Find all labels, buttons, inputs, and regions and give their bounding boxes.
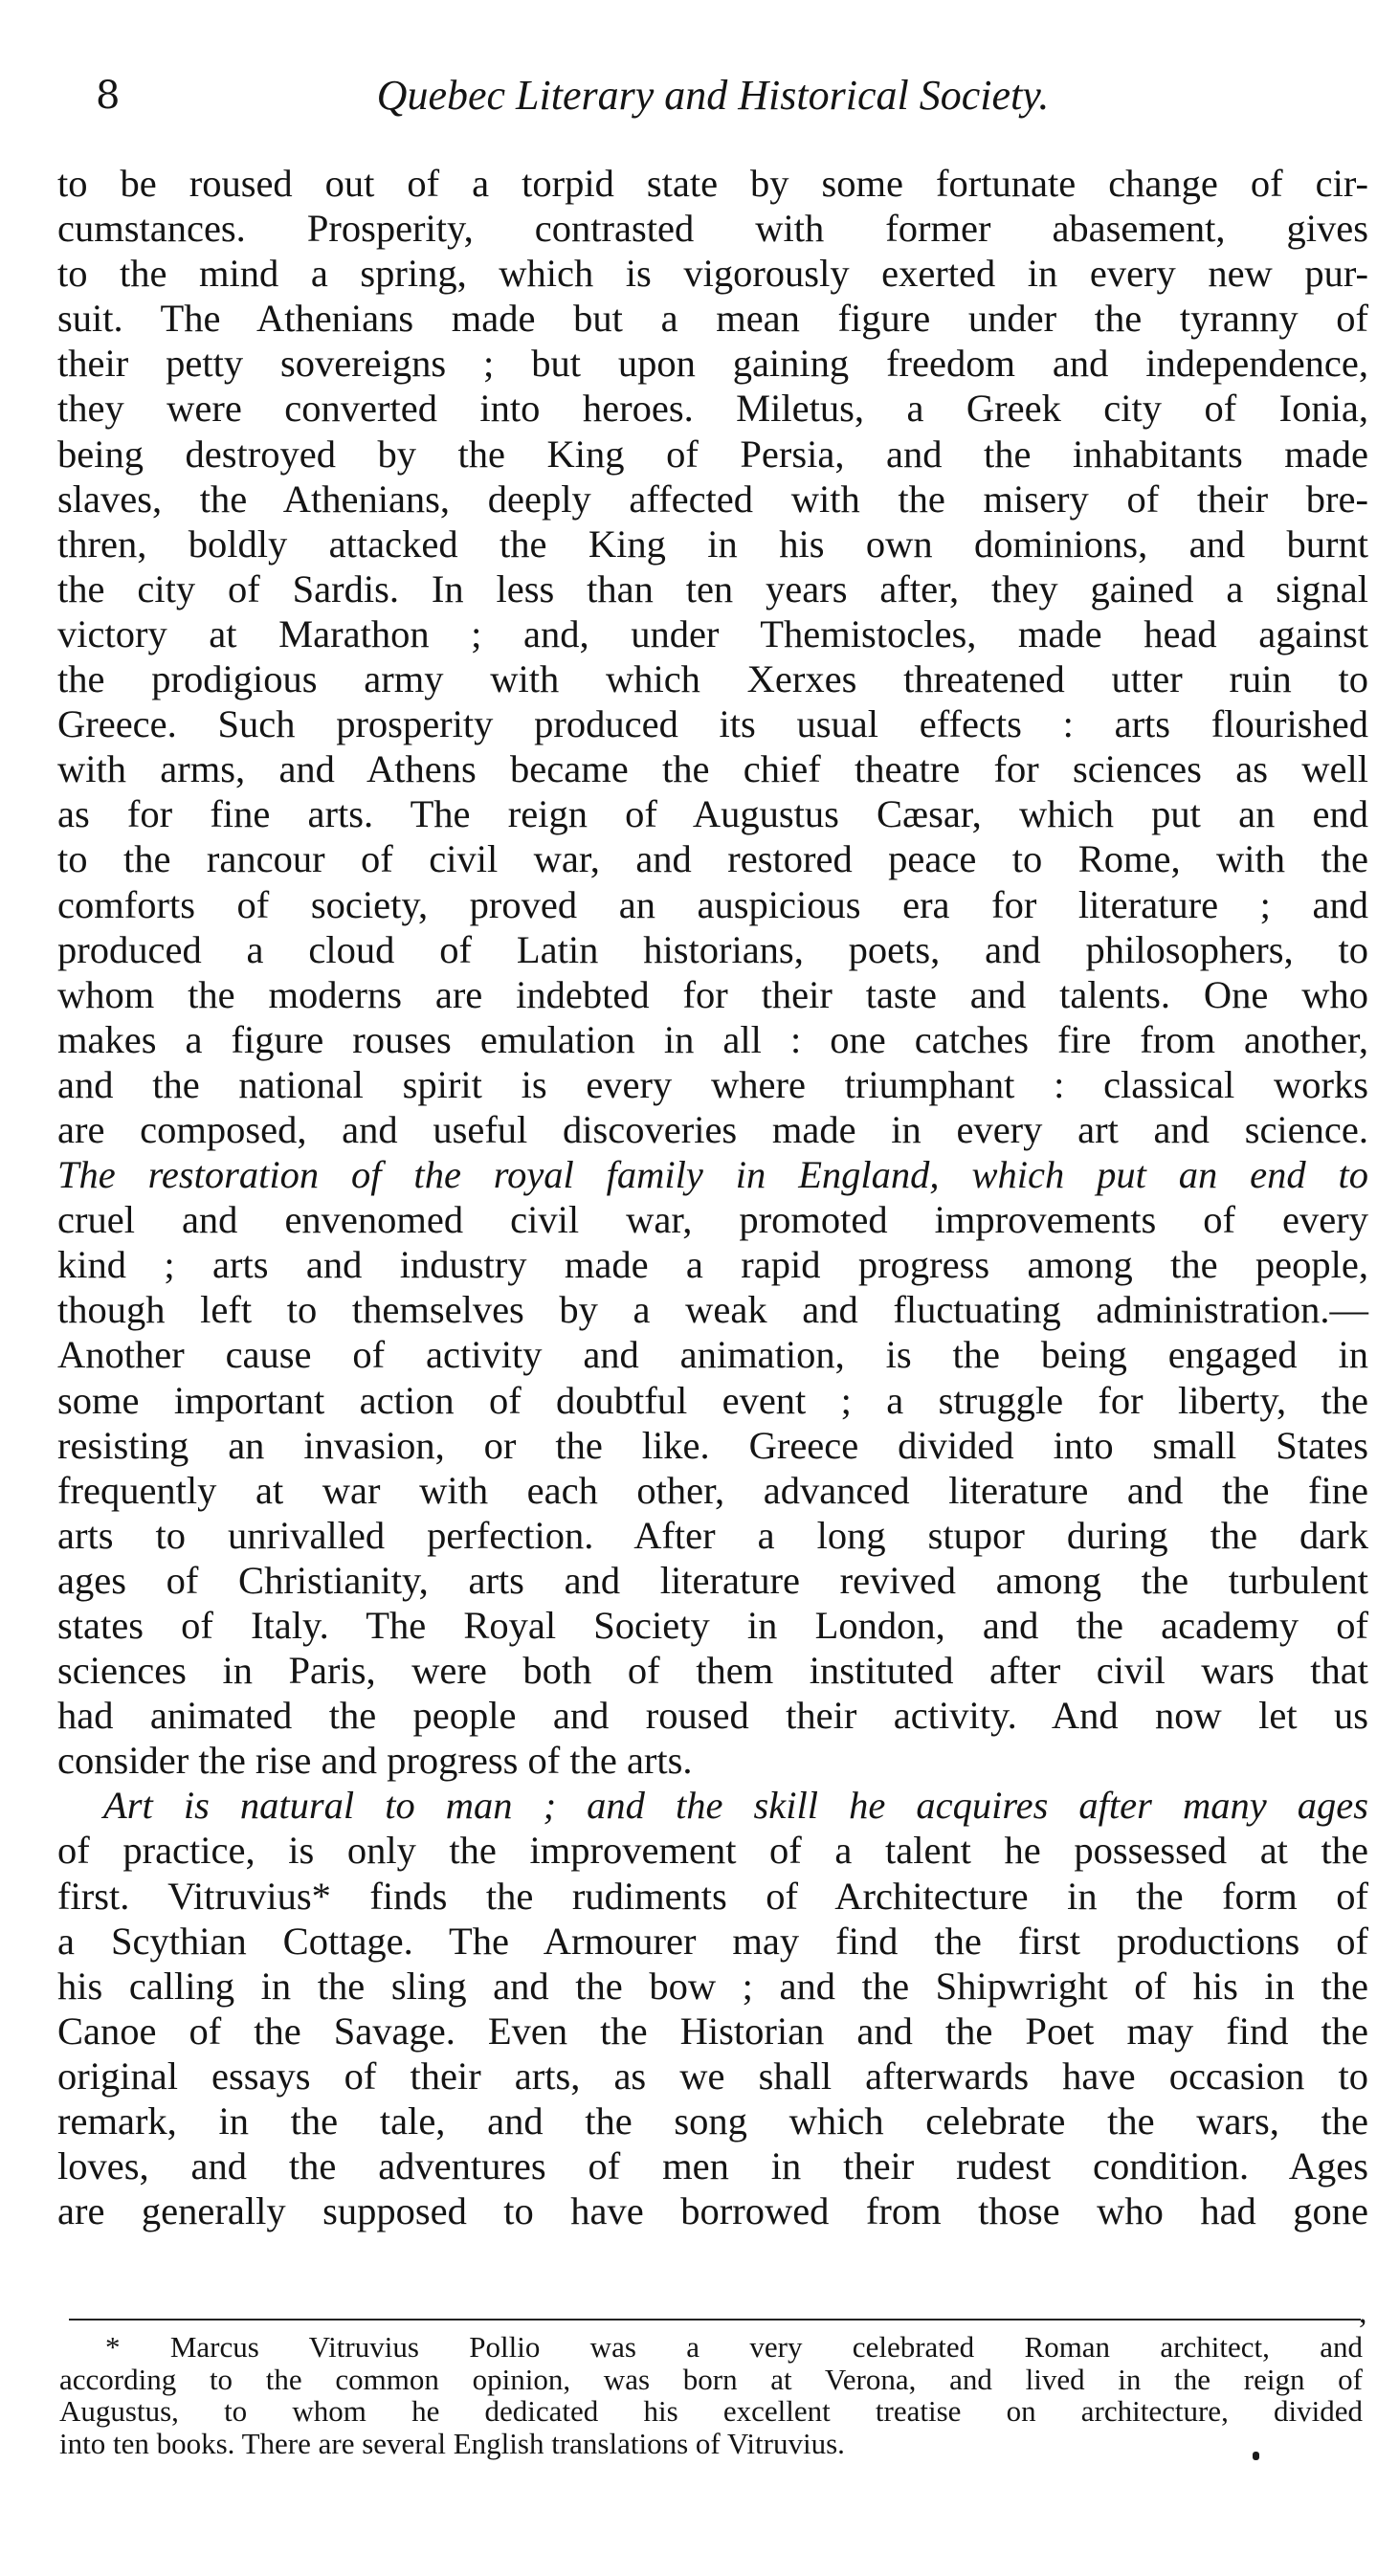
text-line: the city of Sardis. In less than ten years after, they gained a signal	[57, 566, 1368, 611]
footnote-line: Augustus, to whom he dedicated his excellent treatise on architecture, divided	[59, 2394, 1363, 2428]
text-line: though left to themselves by a weak and fluctuating administration.—	[57, 1288, 1368, 1332]
text-line: being destroyed by the King of Persia, and the inhabitants made	[57, 432, 1368, 476]
paragraph-end-line: consider the rise and progress of the arts.	[57, 1739, 693, 1783]
footnote-rule	[69, 2319, 1361, 2321]
text-line: ages of Christianity, arts and literature revived among the turbulent	[57, 1558, 1368, 1602]
text-line: remark, in the tale, and the song which celebrate the wars, the	[57, 2099, 1368, 2143]
text-line: a Scythian Cottage. The Armourer may find the first productions of	[57, 1919, 1368, 1963]
text-line: arts to unrivalled perfection. After a long stupor during the dark	[57, 1513, 1368, 1557]
text-line: makes a figure rouses emulation in all : one catches fire from another,	[57, 1017, 1368, 1061]
text-line: are composed, and useful discoveries made in every art and science.	[57, 1107, 1368, 1151]
text-line: cumstances. Prosperity, contrasted with former abasement, gives	[57, 207, 1368, 251]
text-line: kind ; arts and industry made a rapid progress among the people,	[57, 1243, 1368, 1287]
text-line: whom the moderns are indebted for their taste and talents. One who	[57, 972, 1368, 1016]
text-line: Another cause of activity and animation, is the being engaged in	[57, 1333, 1368, 1377]
text-line: the prodigious army with which Xerxes threatened utter ruin to	[57, 657, 1368, 701]
text-line: victory at Marathon ; and, under Themistocles, made head against	[57, 611, 1368, 655]
text-line: are generally supposed to have borrowed from those who had gone	[57, 2189, 1368, 2233]
text-line: as for fine arts. The reign of Augustus Cæsar, which put an end	[57, 792, 1368, 836]
text-line: some important action of doubtful event ; a struggle for liberty, the	[57, 1378, 1368, 1422]
footnote-line: * Marcus Vitruvius Pollio was a very celebrated Roman architect, and	[105, 2330, 1363, 2364]
footnote-line: into ten books. There are several English translations of Vitruvius.	[59, 2426, 845, 2460]
text-line: sciences in Paris, were both of them instituted after civil wars that	[57, 1649, 1368, 1693]
text-line: suit. The Athenians made but a mean figure under the tyranny of	[57, 297, 1368, 341]
page-number: 8	[96, 74, 121, 118]
text-line: cruel and envenomed civil war, promoted improvements of every	[57, 1198, 1368, 1242]
running-title: Quebec Literary and Historical Society.	[376, 72, 1050, 119]
text-line-italic: The restoration of the royal family in England, which put an end to	[57, 1153, 1368, 1197]
text-line: produced a cloud of Latin historians, poets, and philosophers, to	[57, 927, 1368, 971]
text-line: to the rancour of civil war, and restored peace to Rome, with the	[57, 837, 1368, 881]
text-line: had animated the people and roused their activity. And now let us	[57, 1694, 1368, 1738]
text-line: to the mind a spring, which is vigorously exerted in every new pur-	[57, 252, 1368, 296]
footnote-line: according to the common opinion, was born at Verona, and lived in the reign of	[59, 2362, 1363, 2396]
text-line: first. Vitruvius* finds the rudiments of Architecture in the form of	[57, 1874, 1368, 1918]
text-line: Greece. Such prosperity produced its usual effects : arts flourished	[57, 702, 1368, 746]
text-line: resisting an invasion, or the like. Greece divided into small States	[57, 1423, 1368, 1467]
text-line: slaves, the Athenians, deeply affected with the misery of their bre-	[57, 477, 1368, 521]
text-line: and the national spirit is every where triumphant : classical works	[57, 1062, 1368, 1106]
text-line: to be roused out of a torpid state by some fortunate change of cir-	[57, 162, 1368, 205]
running-head	[96, 67, 1330, 134]
text-line: his calling in the sling and the bow ; and the Shipwright of his in the	[57, 1964, 1368, 2008]
footnote	[59, 2331, 1363, 2459]
text-line: frequently at war with each other, advanced literature and the fine	[57, 1468, 1368, 1512]
text-line: loves, and the adventures of men in their rudest condition. Ages	[57, 2144, 1368, 2188]
body-text	[57, 161, 1368, 2233]
text-line: thren, boldly attacked the King in his own dominions, and burnt	[57, 522, 1368, 566]
paragraph-start-line: Art is natural to man ; and the skill he acquires after many ages	[103, 1784, 1368, 1828]
text-line: they were converted into heroes. Miletus, a Greek city of Ionia,	[57, 387, 1368, 431]
text-line: their petty sovereigns ; but upon gaining freedom and independence,	[57, 342, 1368, 386]
text-line: comforts of society, proved an auspicious era for literature ; and	[57, 882, 1368, 926]
text-line: with arms, and Athens became the chief theatre for sciences as well	[57, 747, 1368, 791]
text-line: Canoe of the Savage. Even the Historian and the Poet may find the	[57, 2009, 1368, 2053]
ink-speck	[1253, 2452, 1259, 2460]
text-line: of practice, is only the improvement of a talent he possessed at the	[57, 1829, 1368, 1873]
rule-end-mark: ,	[1359, 2295, 1367, 2330]
text-line: original essays of their arts, as we shall afterwards have occasion to	[57, 2054, 1368, 2098]
text-line: states of Italy. The Royal Society in London, and the academy of	[57, 1604, 1368, 1647]
